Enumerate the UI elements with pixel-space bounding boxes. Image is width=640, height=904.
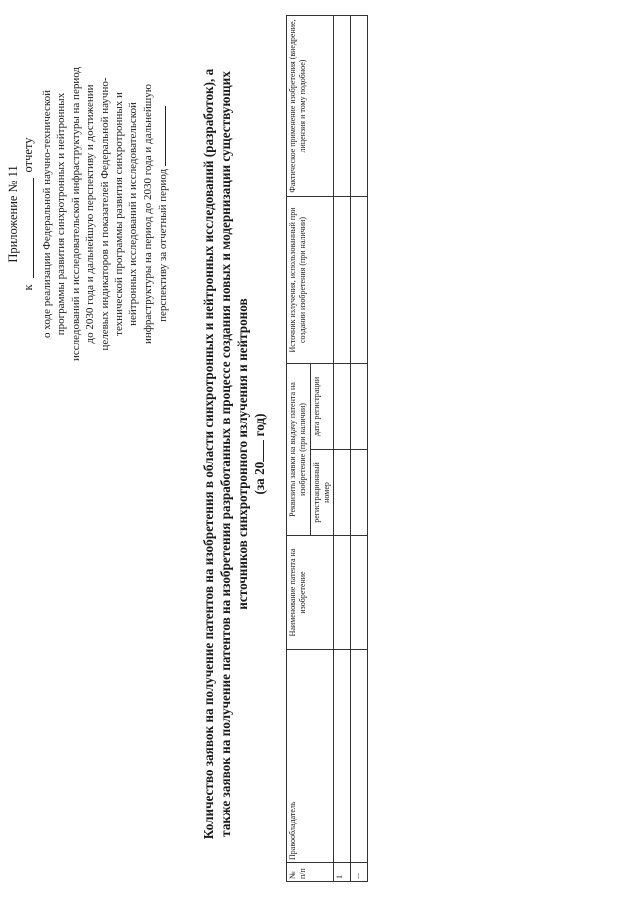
table-cell [351, 364, 368, 450]
heading-year-prefix: (за 20 [252, 461, 267, 495]
col-regnum-header: регистрационный номер [311, 450, 334, 536]
table-cell [334, 16, 351, 197]
heading-text: Количество заявок на получение патентов на изобретения в области синхротронных и нейтронных исследований (разработок), а также заявок на получение патентов на изобретения разработанных в процессе создания новых и модернизации существующих источников синхротронного излучения и нейтронов [201, 68, 250, 840]
col-applied-header: Фактическое применение изобретения (внедрение, лицензия и тому подобное) [287, 16, 334, 197]
table-cell [334, 536, 351, 650]
heading-year [251, 54, 268, 854]
document-heading [200, 54, 268, 854]
table-cell [334, 197, 351, 364]
col-requisites-header: Реквизиты заявки на выдачу патента на изобретение (при наличии) [287, 364, 311, 536]
col-source-header: Источник излучения, использованный при создании изобретения (при наличии) [287, 197, 334, 364]
appendix-header [6, 64, 171, 364]
table-cell [334, 450, 351, 536]
patents-table [286, 15, 368, 882]
row-number: 1 [334, 863, 351, 882]
table-cell [351, 16, 368, 197]
col-owner-header: Правообладатель [287, 650, 334, 863]
report-name-blank [21, 178, 34, 278]
appendix-paragraph-text: о ходе реализации Федеральной научно-технической программы развития синхротронных и нейтронных исследований и исследовательской инфраструктуры на период до 2030 года и дальнейшую перспективу и достижении целевых индикаторов и показателей Федеральной научно-технической программы развития синхротронных и нейтронных исследований и исследовательской инфраструктуры на период до 2030 года и дальнейшую перспективу за отчетный период [41, 67, 170, 361]
appendix-title: Приложение № 11 [6, 165, 20, 263]
table-cell [351, 450, 368, 536]
appendix-k: к [21, 284, 35, 291]
col-regdate-header: дата регистрации [311, 364, 334, 450]
table-cell [351, 536, 368, 650]
appendix-report: отчету [21, 137, 35, 173]
period-blank [155, 106, 166, 166]
table-row [351, 16, 368, 882]
year-blank [252, 440, 264, 462]
appendix-report-line [21, 64, 36, 364]
table-cell [351, 197, 368, 364]
col-number-header: № п/п [287, 863, 334, 882]
table-row [334, 16, 351, 882]
table-cell [334, 364, 351, 450]
table-cell [351, 650, 368, 863]
col-name-header: Наименование патента на изобретение [287, 536, 334, 650]
table-cell [334, 650, 351, 863]
heading-year-suffix: год) [252, 413, 267, 437]
appendix-paragraph [40, 64, 171, 364]
table-header-row [287, 16, 311, 882]
row-number: ... [351, 863, 368, 882]
